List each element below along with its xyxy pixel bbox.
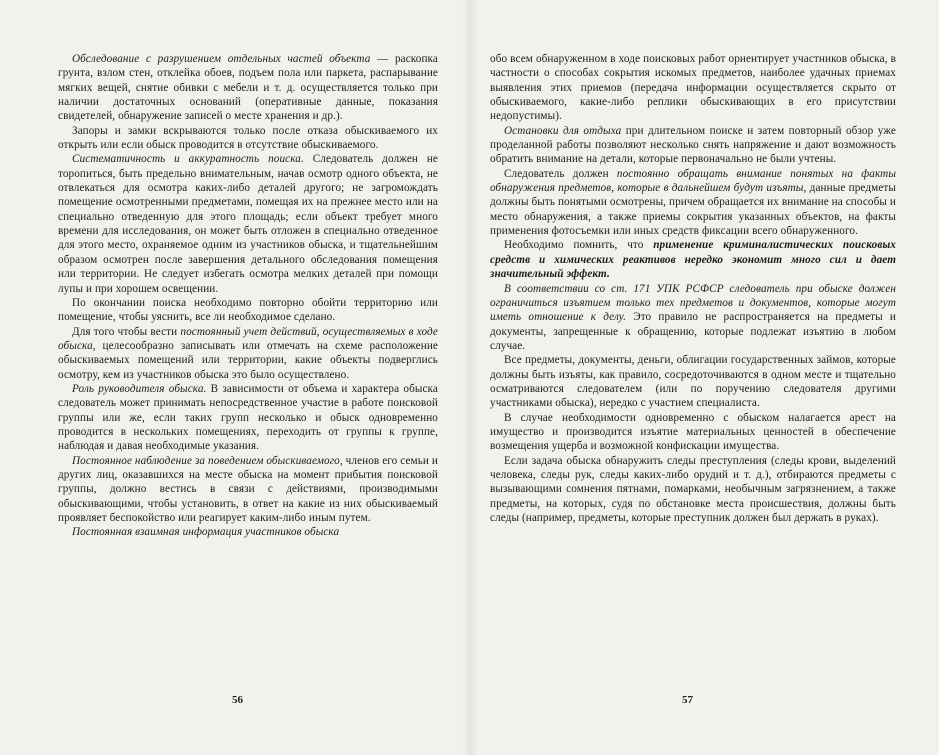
text-run: Это правило не распространяется на предметы и документы, запрещенные к обращению, которые подлежат изъятию в любом случае. [490,311,896,352]
paragraph [58,52,438,124]
emphasized-text: применение криминалистических поисковых средств и химических реактивов нередко экономит много сил и дает значительный эффект. [490,239,896,281]
paragraph [58,382,438,454]
text-run: обо всем обнаруженном в ходе поисковых работ ориентирует участников обыска, в частности о способах сокрытия искомых предметов, наиболее удачных приемах выявления этих приемов (передача информации осуществляется скрыто от обыскиваемого, какие-либо реплики обыскивающих в его присутствии недопустимы). [490,53,896,123]
emphasized-text: постоянный учет действий, осуществляемых в ходе обыска, [58,325,438,352]
text-run: По окончании поиска необходимо повторно обойти территорию или помещение, чтобы уяснить, все ли необходимое сделано. [58,296,438,324]
emphasized-text: Роль руководителя обыска. [72,382,207,395]
text-run: Запоры и замки вскрываются только после отказа обыскиваемого их открыть или если обыск проводится в отсутствие обыскиваемого. [58,124,438,152]
emphasized-text: Остановки для отдыха [504,124,622,137]
emphasized-text: Постоянная взаимная информация участников обыска [72,526,340,539]
right-page-text [490,52,896,525]
text-run: Следователь должен не торопиться, быть предельно внимательным, начав осмотр одного объекта, не отвлекаться для осмотра каких-либо деталей другого; не загромождать помещение осмотренными предметами, помещая их на прежнее место или на специально отведенную для этого площадь; если объект требует много времени для исследования, он может быть отложен в специально отведенное для этого место, охраняемое одним из участников обыска, и тщательнейшим образом осмотрен после завершения детального обследования помещения или территории. Не следует избегать осмотра мелких деталей при помощи лупы и при хорошем освещении. [58,153,438,295]
text-run: Если задача обыска обнаружить следы преступления (следы крови, выделений человека, следы рук, следы каких-либо орудий и т. д.), отбираются предметы с вызывающими сомнения пятнами, помарками, необычным загрязнением, а также предметы, на которых, судя по обстановке места происшествия, должны быть следы (например, предметы, которые преступник должен был держать в руках). [490,454,896,524]
text-run: Все предметы, документы, деньги, облигации государственных займов, которые должны быть изъяты, как правило, сосредоточиваются в одном месте и тщательно осматриваются следователем (или по поручению следователя другими участниками обыска), нередко с участием специалиста. [490,354,896,410]
text-run: членов его семьи и других лиц, оказавшихся на месте обыска на момент прибытия поисковой группы, должно вестись в связи с действиями, производимыми обыскивающими, чтобы установить, в ответ на какие из них обыскиваемый проявляет беспокойство или реагирует каким-либо иным путем. [58,454,438,524]
paragraph [490,411,896,454]
emphasized-text: В соответствии со ст. 171 УПК РСФСР следователь при обыске должен ограничиться изъятием только тех предметов и документов, которые могут иметь отношение к делу. [490,282,896,324]
text-run: Необходимо помнить, что [504,239,654,252]
text-run: Следователь должен [504,167,617,180]
text-run: Для того чтобы вести [72,325,181,338]
text-run: целесообразно записывать или отмечать на схеме расположение обыскиваемых помещений или территории, какие объекты подверглись осмотру, кем из участников обыска это было осуществлено. [58,339,438,381]
left-page-number: 56 [232,694,243,706]
emphasized-text: Постоянное наблюдение за поведением обыскиваемого, [72,454,343,467]
paragraph [58,525,438,539]
left-page-text [58,52,438,540]
emphasized-text: постоянно обращать внимание понятых на факты обнаружения предметов, которые в дальнейшем будут изъяты, [490,167,897,195]
paragraph [490,124,896,167]
emphasized-text: Обследование с разрушением отдельных частей объекта [72,53,371,65]
text-run: при длительном поиске и затем повторный обзор уже проделанной работы позволяют несколько снять напряжение и дают возможность обратить внимание на детали, которые первоначально не были учтены. [490,124,896,166]
text-run: В зависимости от объема и характера обыска следователь может принимать непосредственное участие в работе поисковой группы или же, если таких групп несколько и обыск одновременно проводится в нескольких помещениях, переходить от группы к группе, наблюдая и давая необходимые указания. [58,382,438,453]
right-page [470,0,939,755]
text-run: — раскопка грунта, взлом стен, отклейка обоев, подъем пола или паркета, распарывание мягких вещей, снятие обивки с мебели и т. д. осуществляется только при наличии достаточных оснований (оперативные данные, показания свидетелей, обнаружение записей о месте хранения и др.). [58,53,438,123]
paragraph [490,353,896,410]
paragraph [490,454,896,526]
paragraph [58,124,438,153]
paragraph [490,282,896,354]
right-page-number: 57 [682,694,693,706]
emphasized-text: Систематичность и аккуратность поиска. [72,153,304,166]
paragraph [58,152,438,295]
paragraph [58,296,438,325]
paragraph [58,325,438,382]
text-run: данные предметы должны быть понятыми осмотрены, причем обращается их внимание на способы и место обнаружения, а также приемы сокрытия указанных объектов, на факты применения фотосъемки или иных средств фиксации всего обнаруженного. [490,182,897,238]
paragraph [490,238,896,281]
paragraph [490,167,896,239]
paragraph [58,454,438,526]
paragraph [490,52,896,124]
text-run: В случае необходимости одновременно с обыском налагается арест на имущество и производится изъятие материальных ценностей в обеспечение возмещения ущерба и возможной конфискации имущества. [490,411,896,453]
